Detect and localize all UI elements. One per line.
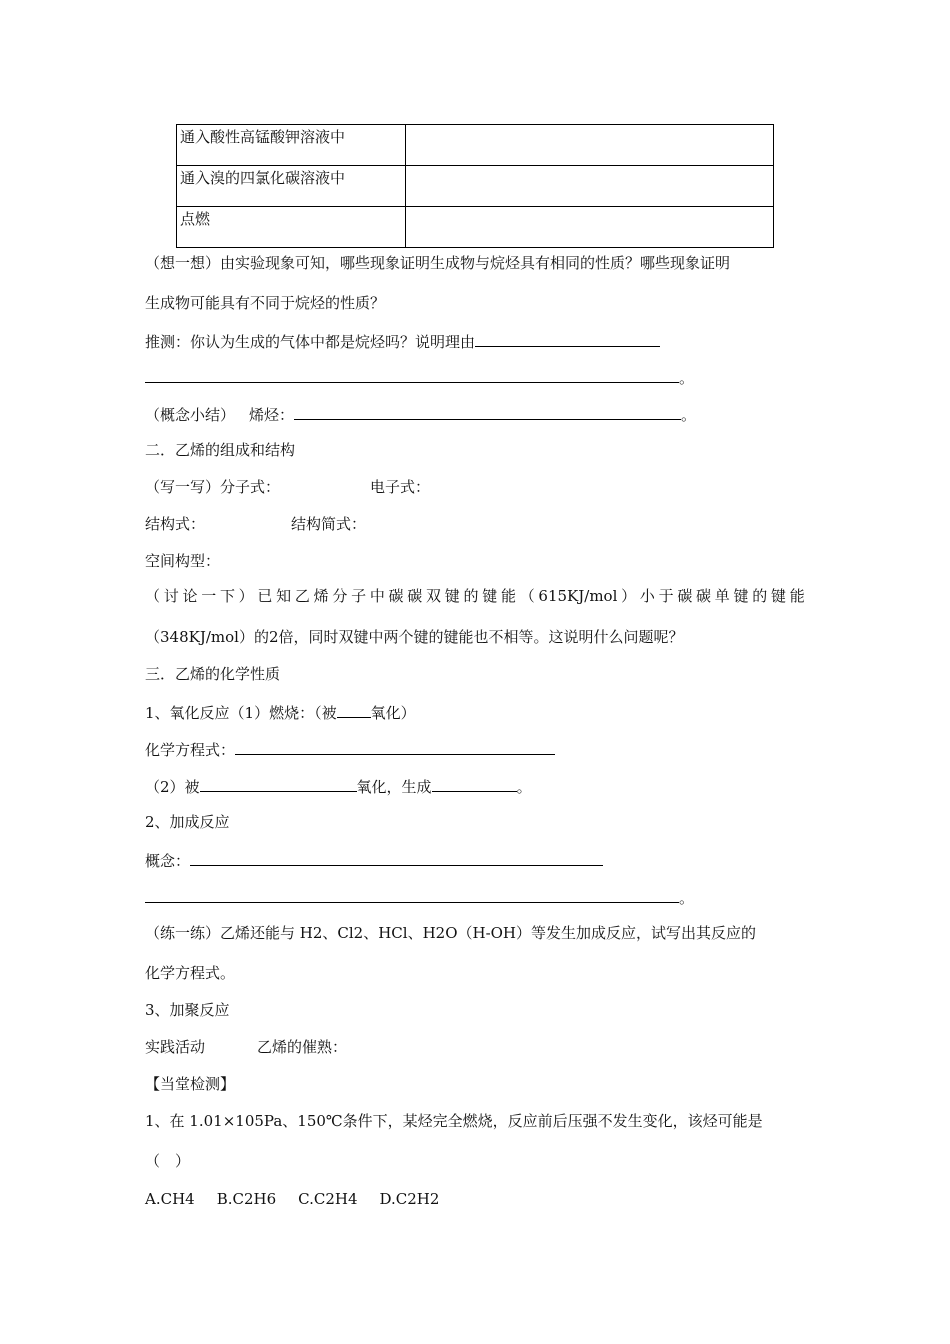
concept-continuation [145,886,694,908]
concept-summary-label: （概念小结） [145,406,236,424]
infer-period: 。 [679,369,695,387]
structure-line [145,514,366,534]
discuss-char: 碳 [388,587,404,605]
concept-blank-2[interactable] [145,886,679,903]
alkene-blank[interactable] [294,403,681,420]
product-blank[interactable] [432,775,517,792]
concept-blank[interactable] [190,849,603,866]
table-cell-observation [406,125,774,166]
section-3-heading: 三．乙烯的化学性质 [145,665,281,683]
think-line-1: （想一想）由实验现象可知，哪些现象证明生成物与烷烃具有相同的性质？哪些现象证明 [145,254,731,272]
discuss-char: 讨 [163,587,179,605]
oxidation-2-mid: 氧化，生成 [356,778,432,796]
oxidation-prefix: 1、氧化反应（1）燃烧：（被 [145,704,337,722]
discuss-char: （ [145,587,161,605]
ripening-label: 乙烯的催熟： [257,1038,348,1056]
oxidant-2-blank[interactable] [200,775,357,792]
discuss-char: 键 [482,587,498,605]
option-a[interactable]: A.CH4 [145,1190,195,1208]
concept-summary-period: 。 [681,406,697,424]
activity-label: 实践活动 [145,1038,206,1056]
concept-period: 。 [679,889,695,907]
concept-summary-line [145,403,696,425]
discuss-char: 已 [257,587,273,605]
discuss-char: 碳 [696,587,712,605]
discuss-char: 论 [182,587,198,605]
equation-label: 化学方程式： [145,741,236,759]
equation-line [145,738,555,760]
discuss-char: 中 [369,587,385,605]
check-heading: 【当堂检测】 [145,1075,236,1093]
table-cell-method: 通入酸性高锰酸钾溶液中 [177,125,406,166]
options-line [145,1189,439,1209]
option-d[interactable]: D.C2H2 [379,1190,440,1208]
concept-label: 概念： [145,852,191,870]
oxidation-2-prefix: （2）被 [145,778,200,796]
question-1-paren: （ ） [145,1152,191,1170]
table-row [177,125,774,166]
table-cell-observation [406,166,774,207]
discuss-char: 的 [752,587,768,605]
oxidation-suffix: 氧化） [370,704,416,722]
discuss-char: 键 [770,587,786,605]
simple-formula-label: 结构简式： [291,515,367,533]
oxidation-2-end: 。 [516,778,532,796]
discuss-char: 键 [444,587,460,605]
oxidation-2-line [145,775,532,797]
discuss-char: ） [238,587,254,605]
infer-blank-2[interactable] [145,366,679,383]
equation-blank[interactable] [235,738,555,755]
addition-heading: 2、加成反应 [145,813,230,831]
alkene-term: 烯烃： [249,406,295,424]
write-line [145,477,430,497]
discuss-char: 子 [351,587,367,605]
discuss-char: 615KJ/mol [538,587,618,605]
infer-continuation [145,366,694,388]
discuss-char: 一 [201,587,217,605]
table-cell-observation [406,207,774,248]
discuss-char: 碳 [407,587,423,605]
infer-blank[interactable] [475,330,660,347]
electron-formula-label: 电子式： [370,478,431,496]
discuss-char: 乙 [294,587,310,605]
table-row [177,166,774,207]
table-row [177,207,774,248]
discuss-char: （ [519,587,535,605]
table-cell-method: 通入溴的四氯化碳溶液中 [177,166,406,207]
oxidant-blank[interactable] [337,701,371,718]
practice-line-2: 化学方程式。 [145,964,236,982]
oxidation-line [145,701,416,723]
discuss-char: 分 [332,587,348,605]
discuss-char: 于 [658,587,674,605]
discuss-char: 下 [219,587,235,605]
discuss-char: 单 [714,587,730,605]
option-c[interactable]: C.C2H4 [298,1190,358,1208]
activity-line [145,1037,347,1057]
discuss-char: 能 [789,587,805,605]
option-b[interactable]: B.C2H6 [216,1190,277,1208]
discuss-char: 小 [639,587,655,605]
discuss-char: 烯 [313,587,329,605]
table-cell-method: 点燃 [177,207,406,248]
discuss-char: 的 [463,587,479,605]
discuss-line-2: （348KJ/mol）的2倍，同时双键中两个键的键能也不相等。这说明什么问题呢？ [145,628,684,646]
question-1-line: 1、在 1.01×105Pa、150℃条件下，某烃完全燃烧，反应前后压强不发生变化，该烃可能是 [145,1112,763,1130]
section-2-heading: 二．乙烯的组成和结构 [145,441,296,459]
infer-text: 推测：你认为生成的气体中都是烷烃吗？说明理由 [145,333,476,351]
think-line-2: 生成物可能具有不同于烷烃的性质？ [145,294,386,312]
polymerization-heading: 3、加聚反应 [145,1001,230,1019]
concept-line [145,849,603,871]
discuss-char: 碳 [677,587,693,605]
infer-line [145,330,660,352]
practice-line-1: （练一练）乙烯还能与 H2、Cl2、HCl、H2O（H-OH）等发生加成反应，试写出其反应的 [145,924,757,942]
discuss-char: 键 [733,587,749,605]
experiment-table [176,124,774,248]
structural-formula-label: 结构式： [145,515,206,533]
discuss-char: 知 [276,587,292,605]
discuss-char: ） [621,587,637,605]
spatial-config-label: 空间构型： [145,552,221,570]
discuss-char: 双 [426,587,442,605]
discuss-char: 能 [500,587,516,605]
discuss-line-1 [145,586,805,606]
molecular-formula-label: （写一写）分子式： [145,478,281,496]
